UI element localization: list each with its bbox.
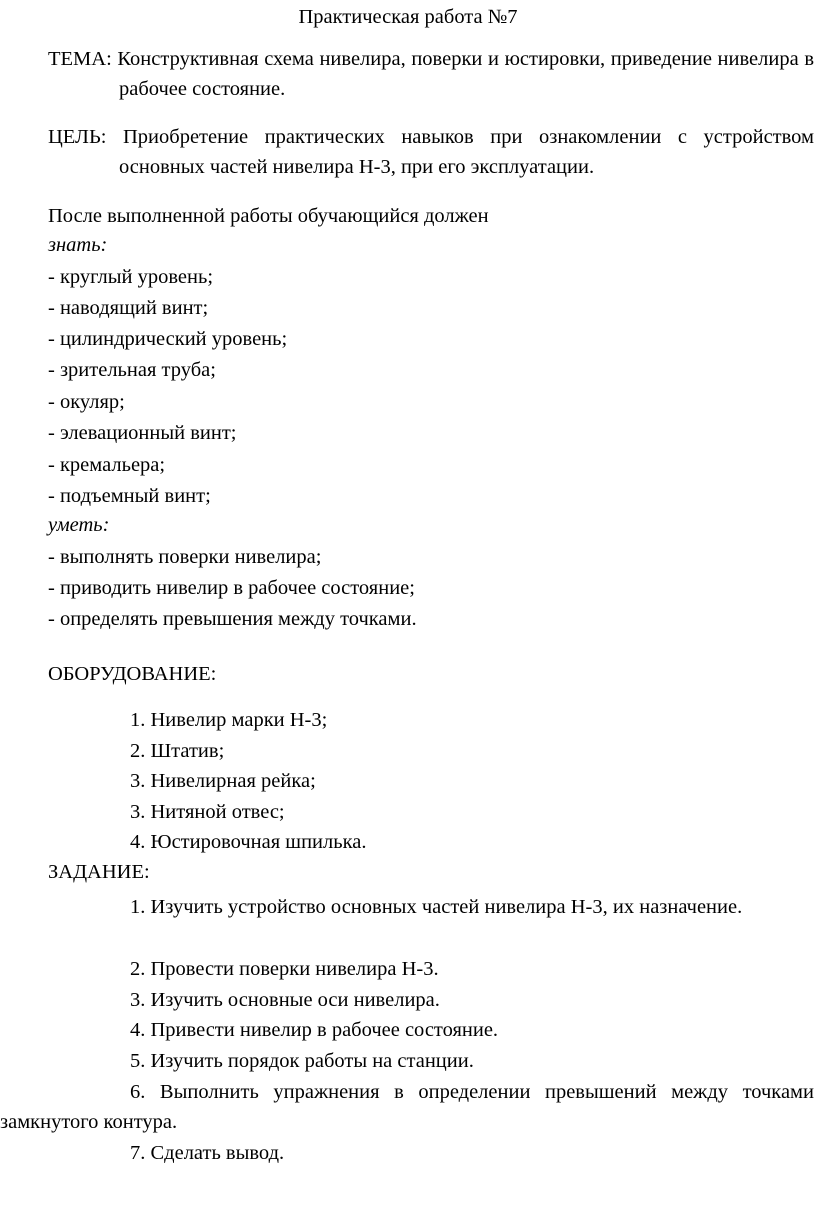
- intro-text: После выполненной работы обучающийся должен: [48, 205, 489, 227]
- cel-paragraph: [48, 122, 814, 182]
- umet-item: - определять превышения между точками.: [48, 608, 417, 630]
- equipment-item: 1. Нивелир марки Н-3;: [130, 709, 328, 731]
- znat-item: - цилиндрический уровень;: [48, 328, 288, 350]
- equipment-item: 3. Нитяной отвес;: [130, 801, 285, 823]
- task-heading: ЗАДАНИЕ:: [48, 861, 150, 883]
- task-item: 1. Изучить устройство основных частей нивелира Н-3, их назначение.: [130, 896, 743, 918]
- equipment-item: 4. Юстировочная шпилька.: [130, 831, 367, 853]
- znat-item: - круглый уровень;: [48, 266, 214, 288]
- znat-item: - кремальера;: [48, 454, 166, 476]
- umet-item: - выполнять поверки нивелира;: [48, 546, 322, 568]
- task-item: 3. Изучить основные оси нивелира.: [130, 989, 440, 1011]
- znat-item: - подъемный винт;: [48, 485, 211, 507]
- task-item: 6. Выполнить упражнения в определении превышений между точками замкнутого контура.: [0, 1081, 814, 1133]
- task-item: 4. Привести нивелир в рабочее состояние.: [130, 1019, 499, 1041]
- znat-item: - наводящий винт;: [48, 297, 209, 319]
- tema-label: ТЕМА:: [48, 48, 112, 70]
- znat-item: - окуляр;: [48, 391, 125, 413]
- page-title: Практическая работа №7: [298, 6, 518, 28]
- equipment-item: 3. Нивелирная рейка;: [130, 770, 316, 792]
- task-item: 2. Провести поверки нивелира Н-3.: [130, 958, 439, 980]
- cel-label: ЦЕЛЬ:: [48, 126, 107, 148]
- znat-label: знать:: [48, 234, 108, 256]
- tema-text: Конструктивная схема нивелира, поверки и юстировки, приведение нивелира в рабочее состояние.: [117, 48, 815, 100]
- umet-item: - приводить нивелир в рабочее состояние;: [48, 577, 415, 599]
- tema-paragraph: [48, 44, 814, 104]
- equipment-heading: ОБОРУДОВАНИЕ:: [48, 663, 217, 685]
- task-item: 7. Сделать вывод.: [130, 1142, 285, 1164]
- task-item: 5. Изучить порядок работы на станции.: [130, 1050, 474, 1072]
- umet-label: уметь:: [48, 514, 110, 536]
- znat-item: - элевационный винт;: [48, 422, 237, 444]
- cel-text: Приобретение практических навыков при ознакомлении с устройством основных частей нивелира Н-3, при его эксплуатации.: [119, 126, 815, 178]
- znat-item: - зрительная труба;: [48, 359, 216, 381]
- equipment-item: 2. Штатив;: [130, 740, 225, 762]
